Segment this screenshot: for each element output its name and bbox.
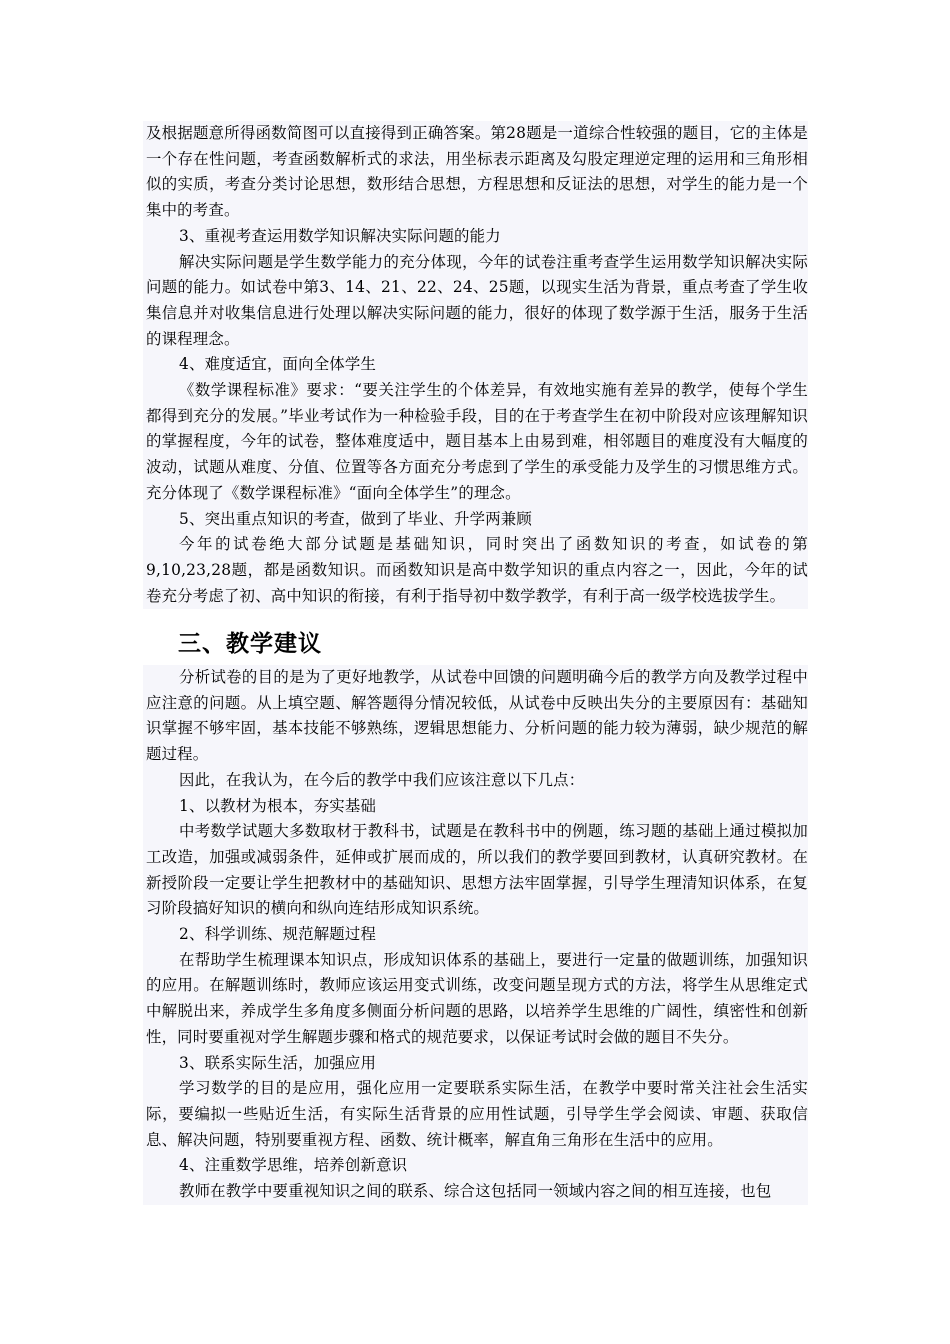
paragraph-math-thinking: 教师在教学中要重视知识之间的联系、综合这包括同一领域内容之间的相互连接，也包: [179, 1182, 772, 1201]
subheading-math-thinking: 4、注重数学思维，培养创新意识: [179, 1156, 408, 1175]
paragraph-points-intro: 因此，在我认为，在今后的教学中我们应该注意以下几点：: [179, 770, 585, 789]
paragraph-real-life: 学习数学的目的是应用，强化应用一定要联系实际生活，在教学中要时常关注社会生活实际，要编拟一些贴近生活，有实际生活背景的应用性试题，引导学生学会阅读、审题、获取信息、解决问题，特别要重视方程、函数、统计概率，解直角三角形在生活中的应用。: [146, 1079, 808, 1149]
paragraph-textbook-foundation: 中考数学试题大多数取材于教科书，试题是在教科书中的例题，练习题的基础上通过模拟加工改造，加强或减弱条件，延伸或扩展而成的，所以我们的教学要回到教材，认真研究教材。在新授阶段一定要让学生把教材中的基础知识、思想方法牢固掌握，引导学生理清知识体系，在复习阶段搞好知识的横向和纵向连结形成知识系统。: [146, 822, 808, 918]
paragraph-key-knowledge: 今年的试卷绝大部分试题是基础知识，同时突出了函数知识的考查，如试卷的第9,10,23,28题，都是函数知识。而函数知识是高中数学知识的重点内容之一，因此，今年的试卷充分考虑了初、高中知识的衔接，有利于指导初中数学教学，有利于高一级学校选拔学生。: [146, 535, 808, 605]
subheading-scientific-training: 2、科学训练、规范解题过程: [179, 925, 377, 944]
subheading-practical-problems: 3、重视考查运用数学知识解决实际问题的能力: [179, 226, 501, 245]
subheading-difficulty: 4、难度适宜，面向全体学生: [179, 355, 377, 374]
paragraph-practical-problems: 解决实际问题是学生数学能力的充分体现，今年的试卷注重考查学生运用数学知识解决实际问题的能力。如试卷中第3、14、21、22、24、25题，以现实生活为背景，重点考查了学生收集信息并对收集信息进行处理以解决实际问题的能力，很好的体现了数学源于生活，服务于生活的课程理念。: [146, 252, 808, 348]
teaching-suggestions-section: [143, 665, 808, 1205]
paragraph-scientific-training: 在帮助学生梳理课本知识点，形成知识体系的基础上，要进行一定量的做题训练，加强知识的应用。在解题训练时，教师应该运用变式训练，改变问题呈现方式的方法，将学生从思维定式中解脱出来，养成学生多角度多侧面分析问题的思路，以培养学生思维的广阔性，缜密性和创新性，同时要重视对学生解题步骤和格式的规范要求，以保证考试时会做的题目不失分。: [146, 950, 808, 1046]
subheading-textbook-foundation: 1、以教材为根本，夯实基础: [179, 796, 377, 815]
paragraph-suggestions-intro: 分析试卷的目的是为了更好地教学，从试卷中回馈的问题明确今后的教学方向及教学过程中应注意的问题。从上填空题、解答题得分情况较低，从试卷中反映出失分的主要原因有：基础知识掌握不够牢固，基本技能不够熟练，逻辑思想能力、分析问题的能力较为薄弱，缺少规范的解题过程。: [146, 668, 808, 764]
section-heading-teaching-suggestions: 三、教学建议: [178, 631, 322, 657]
subheading-key-knowledge: 5、突出重点知识的考查，做到了毕业、升学两兼顾: [179, 509, 532, 528]
paragraph-difficulty: 《数学课程标准》要求：“要关注学生的个体差异，有效地实施有差异的教学，使每个学生都得到充分的发展。”毕业考试作为一种检验手段，目的在于考查学生在初中阶段对应该理解知识的掌握程度，今年的试卷，整体难度适中，题目基本上由易到难，相邻题目的难度没有大幅度的波动，试题从难度、分值、位置等各方面充分考虑到了学生的承受能力及学生的习惯思维方式。充分体现了《数学课程标准》“面向全体学生”的理念。: [146, 381, 808, 502]
subheading-real-life: 3、联系实际生活，加强应用: [179, 1053, 377, 1072]
analysis-section-continued: [143, 121, 808, 609]
paragraph-q28-analysis: 及根据题意所得函数简图可以直接得到正确答案。第28题是一道综合性较强的题目，它的主体是一个存在性问题，考查函数解析式的求法，用坐标表示距离及勾股定理逆定理的运用和三角形相似的实质，考查分类讨论思想，数形结合思想，方程思想和反证法的思想，对学生的能力是一个集中的考查。: [146, 124, 808, 220]
